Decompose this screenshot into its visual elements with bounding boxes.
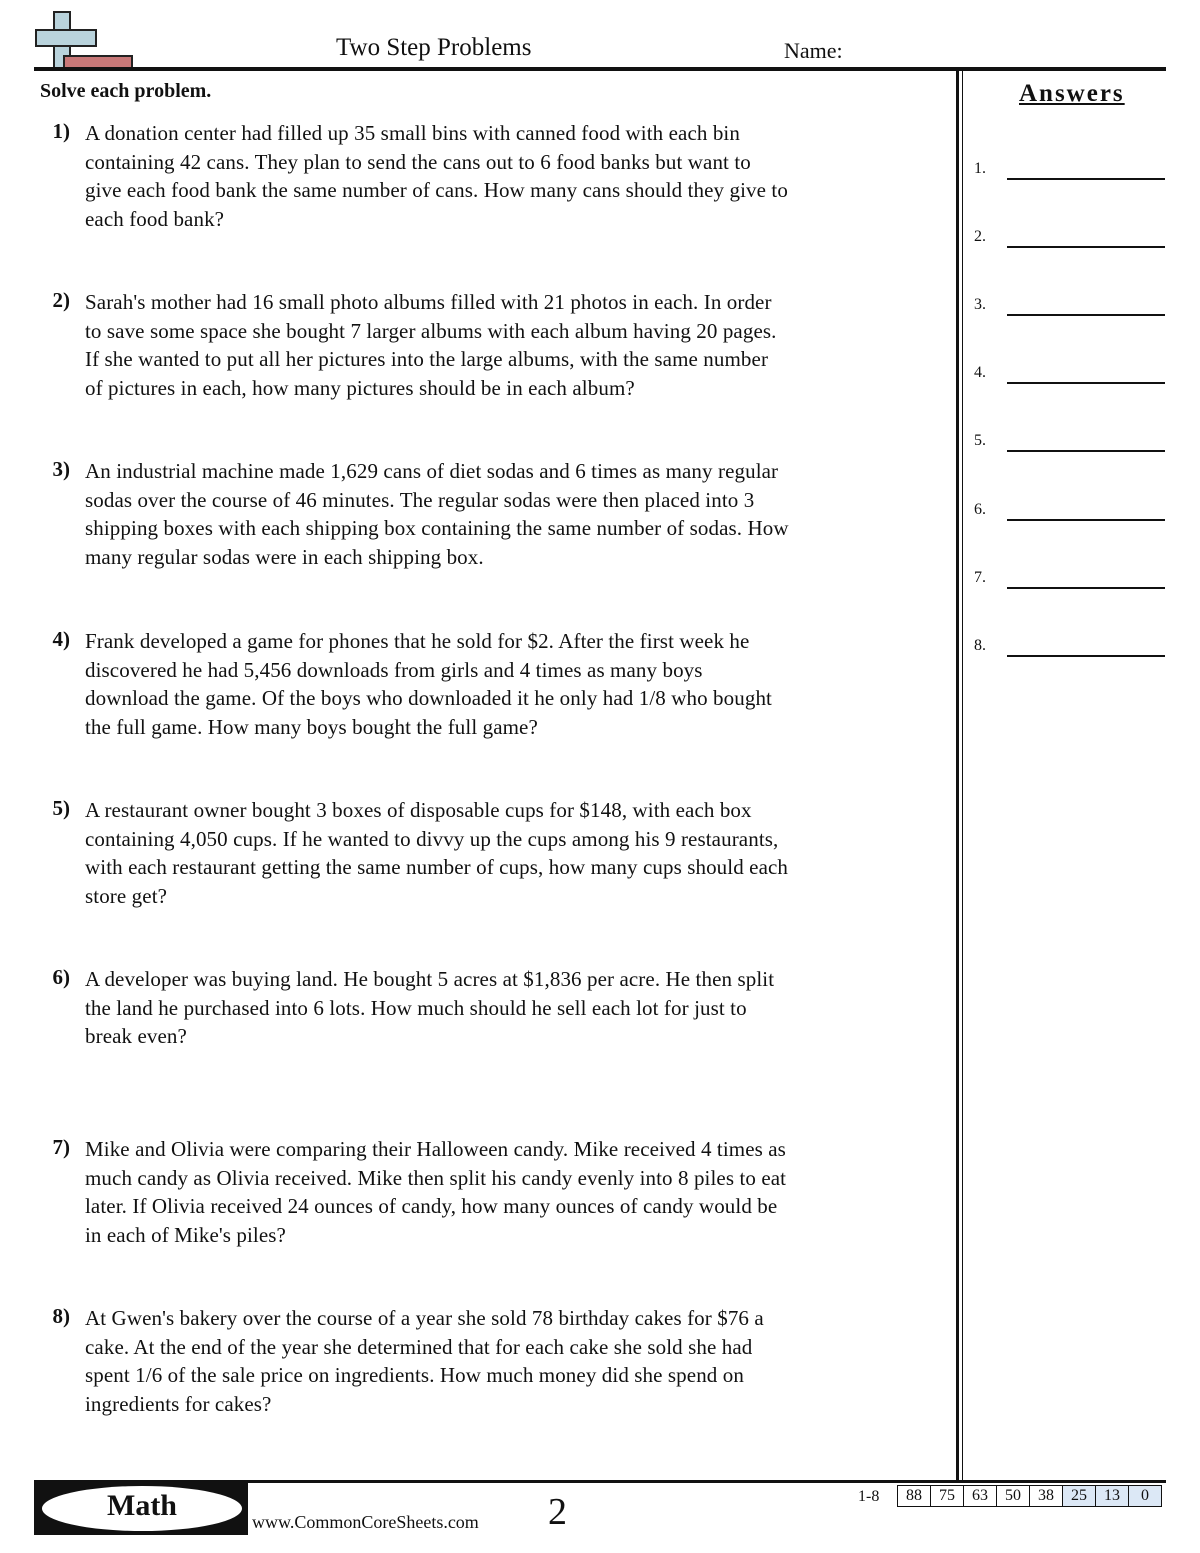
- problem-number: 5): [52, 796, 70, 820]
- name-field-label: Name:: [784, 38, 843, 63]
- problem-text: An industrial machine made 1,629 cans of diet sodas and 6 times as many regular sodas over the course of 46 minutes. The regular sodas were then placed into 3 shipping boxes with each shipping box containing the same number of sodas. How many regular sodas were in each shipping box.: [85, 459, 789, 569]
- problem-text: A donation center had filled up 35 small bins with canned food with each bin containing 42 cans. They plan to send the cans out to 6 food banks but want to give each food bank the same number of cans. How many cans should they give to each food bank?: [85, 121, 788, 231]
- instructions: Solve each problem.: [40, 80, 212, 102]
- answer-blank[interactable]: [1007, 382, 1165, 384]
- problem-number: 6): [52, 965, 70, 989]
- answer-label: 6.: [974, 501, 986, 518]
- score-cell: 13: [1096, 1486, 1129, 1506]
- answer-row-4[interactable]: [974, 364, 1166, 388]
- answer-row-3[interactable]: [974, 296, 1166, 320]
- score-cell: 50: [997, 1486, 1030, 1506]
- answer-label: 8.: [974, 637, 986, 654]
- worksheet-logo-icon: [34, 10, 134, 70]
- answer-blank[interactable]: [1007, 314, 1165, 316]
- answer-blank[interactable]: [1007, 450, 1165, 452]
- answer-row-1[interactable]: [974, 160, 1166, 184]
- answer-row-6[interactable]: [974, 501, 1166, 525]
- answer-row-2[interactable]: [974, 228, 1166, 252]
- problem-number: 2): [52, 288, 70, 312]
- problem-text: A developer was buying land. He bought 5 acres at $1,836 per acre. He then split the land he purchased into 6 lots. How much should he sell each lot for just to break even?: [85, 967, 775, 1048]
- score-cell: 0: [1129, 1486, 1161, 1506]
- answer-blank[interactable]: [1007, 519, 1165, 521]
- score-cell: 25: [1063, 1486, 1096, 1506]
- answer-label: 5.: [974, 432, 986, 449]
- answer-label: 3.: [974, 296, 986, 313]
- answer-row-8[interactable]: [974, 637, 1166, 661]
- page-number: 2: [548, 1491, 567, 1533]
- header-divider: [34, 67, 1166, 71]
- problem-text: Sarah's mother had 16 small photo albums filled with 21 photos in each. In order to save some space she bought 7 larger albums with each album having 20 pages. If she wanted to put all her pictures into the large albums, with the same number of pictures in each, how many pictures should be in each album?: [85, 290, 777, 400]
- problem-text: Mike and Olivia were comparing their Halloween candy. Mike received 4 times as much candy as Olivia received. Mike then split his candy evenly into 8 piles to eat later. If Olivia received 24 ounces of candy, how many ounces of candy would be in each of Mike's piles?: [85, 1137, 787, 1247]
- problem-text: A restaurant owner bought 3 boxes of disposable cups for $148, with each box containing 4,050 cups. If he wanted to divvy up the cups among his 9 restaurants, with each restaurant getting the same number of cups, how many cups should each store get?: [85, 798, 789, 908]
- problem-number: 7): [52, 1135, 70, 1159]
- answers-title: Answers: [1019, 80, 1125, 107]
- score-cell: 88: [898, 1486, 931, 1506]
- answer-blank[interactable]: [1007, 587, 1165, 589]
- problem-text: Frank developed a game for phones that he sold for $2. After the first week he discovered he had 5,456 downloads from girls and 4 times as many boys download the game. Of the boys who downloaded it he only had 1/8 who bought the full game. How many boys bought the full game?: [85, 629, 772, 739]
- worksheet-title: Two Step Problems: [336, 34, 532, 61]
- answer-blank[interactable]: [1007, 178, 1165, 180]
- score-cell: 63: [964, 1486, 997, 1506]
- score-table: [897, 1485, 1162, 1507]
- answer-blank[interactable]: [1007, 246, 1165, 248]
- problem-number: 8): [52, 1304, 70, 1328]
- answer-label: 7.: [974, 569, 986, 586]
- answer-label: 4.: [974, 364, 986, 381]
- answer-blank[interactable]: [1007, 655, 1165, 657]
- column-divider-inner: [962, 71, 963, 1481]
- problem-text: At Gwen's bakery over the course of a year she sold 78 birthday cakes for $76 a cake. At the end of the year she determined that for each cake she sold she had spent 1/6 of the sale price on ingredients. How much money did she spend on ingredients for cakes?: [85, 1306, 764, 1416]
- answer-label: 1.: [974, 160, 986, 177]
- problem-number: 4): [52, 627, 70, 651]
- problem-number: 1): [52, 119, 70, 143]
- answer-row-5[interactable]: [974, 432, 1166, 456]
- score-cell: 75: [931, 1486, 964, 1506]
- subject-badge: Math: [107, 1489, 177, 1522]
- column-divider: [956, 71, 959, 1481]
- website-link[interactable]: www.CommonCoreSheets.com: [252, 1512, 479, 1532]
- problem-number: 3): [52, 457, 70, 481]
- score-cell: 38: [1030, 1486, 1063, 1506]
- score-range-label: 1-8: [858, 1488, 880, 1505]
- answer-row-7[interactable]: [974, 569, 1166, 593]
- answer-label: 2.: [974, 228, 986, 245]
